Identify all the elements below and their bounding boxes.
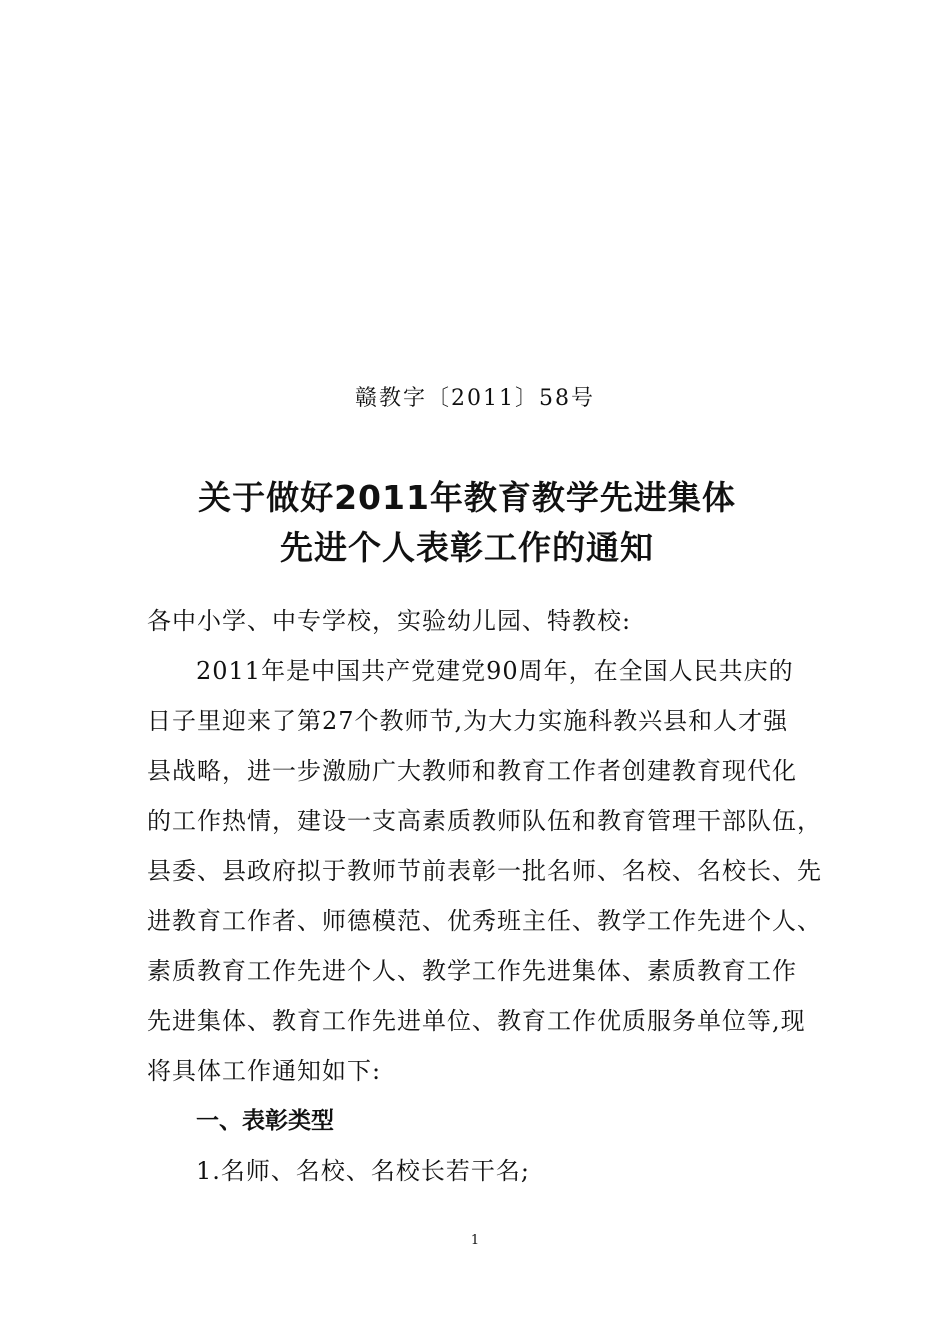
salutation: 各中小学、中专学校，实验幼儿园、特教校:	[147, 607, 632, 635]
body-line-2: 日子里迎来了第27个教师节,为大力实施科教兴县和人才强	[147, 707, 789, 735]
list-item-1: 1.名师、名校、名校长若干名;	[196, 1157, 530, 1185]
body-line-5: 县委、县政府拟于教师节前表彰一批名师、名校、名校长、先	[147, 857, 822, 885]
body-line-8: 先进集体、教育工作先进单位、教育工作优质服务单位等,现	[147, 1007, 806, 1035]
body-line-9: 将具体工作通知如下:	[147, 1057, 382, 1085]
body-line-1: 2011年是中国共产党建党90周年，在全国人民共庆的	[196, 657, 794, 685]
body-line-3: 县战略，进一步激励广大教师和教育工作者创建教育现代化	[147, 757, 797, 785]
body-line-7: 素质教育工作先进个人、教学工作先进集体、素质教育工作	[147, 957, 797, 985]
document-number: 赣教字〔2011〕58号	[355, 386, 595, 411]
body-line-6: 进教育工作者、师德模范、优秀班主任、教学工作先进个人、	[147, 907, 822, 935]
title-line-2: 先进个人表彰工作的通知	[280, 528, 654, 567]
page-number: 1	[470, 1233, 480, 1248]
title-line-1: 关于做好2011年教育教学先进集体	[198, 478, 736, 517]
body-line-4: 的工作热情，建设一支高素质教师队伍和教育管理干部队伍，	[147, 807, 822, 835]
section-heading: 一、表彰类型	[196, 1108, 334, 1134]
